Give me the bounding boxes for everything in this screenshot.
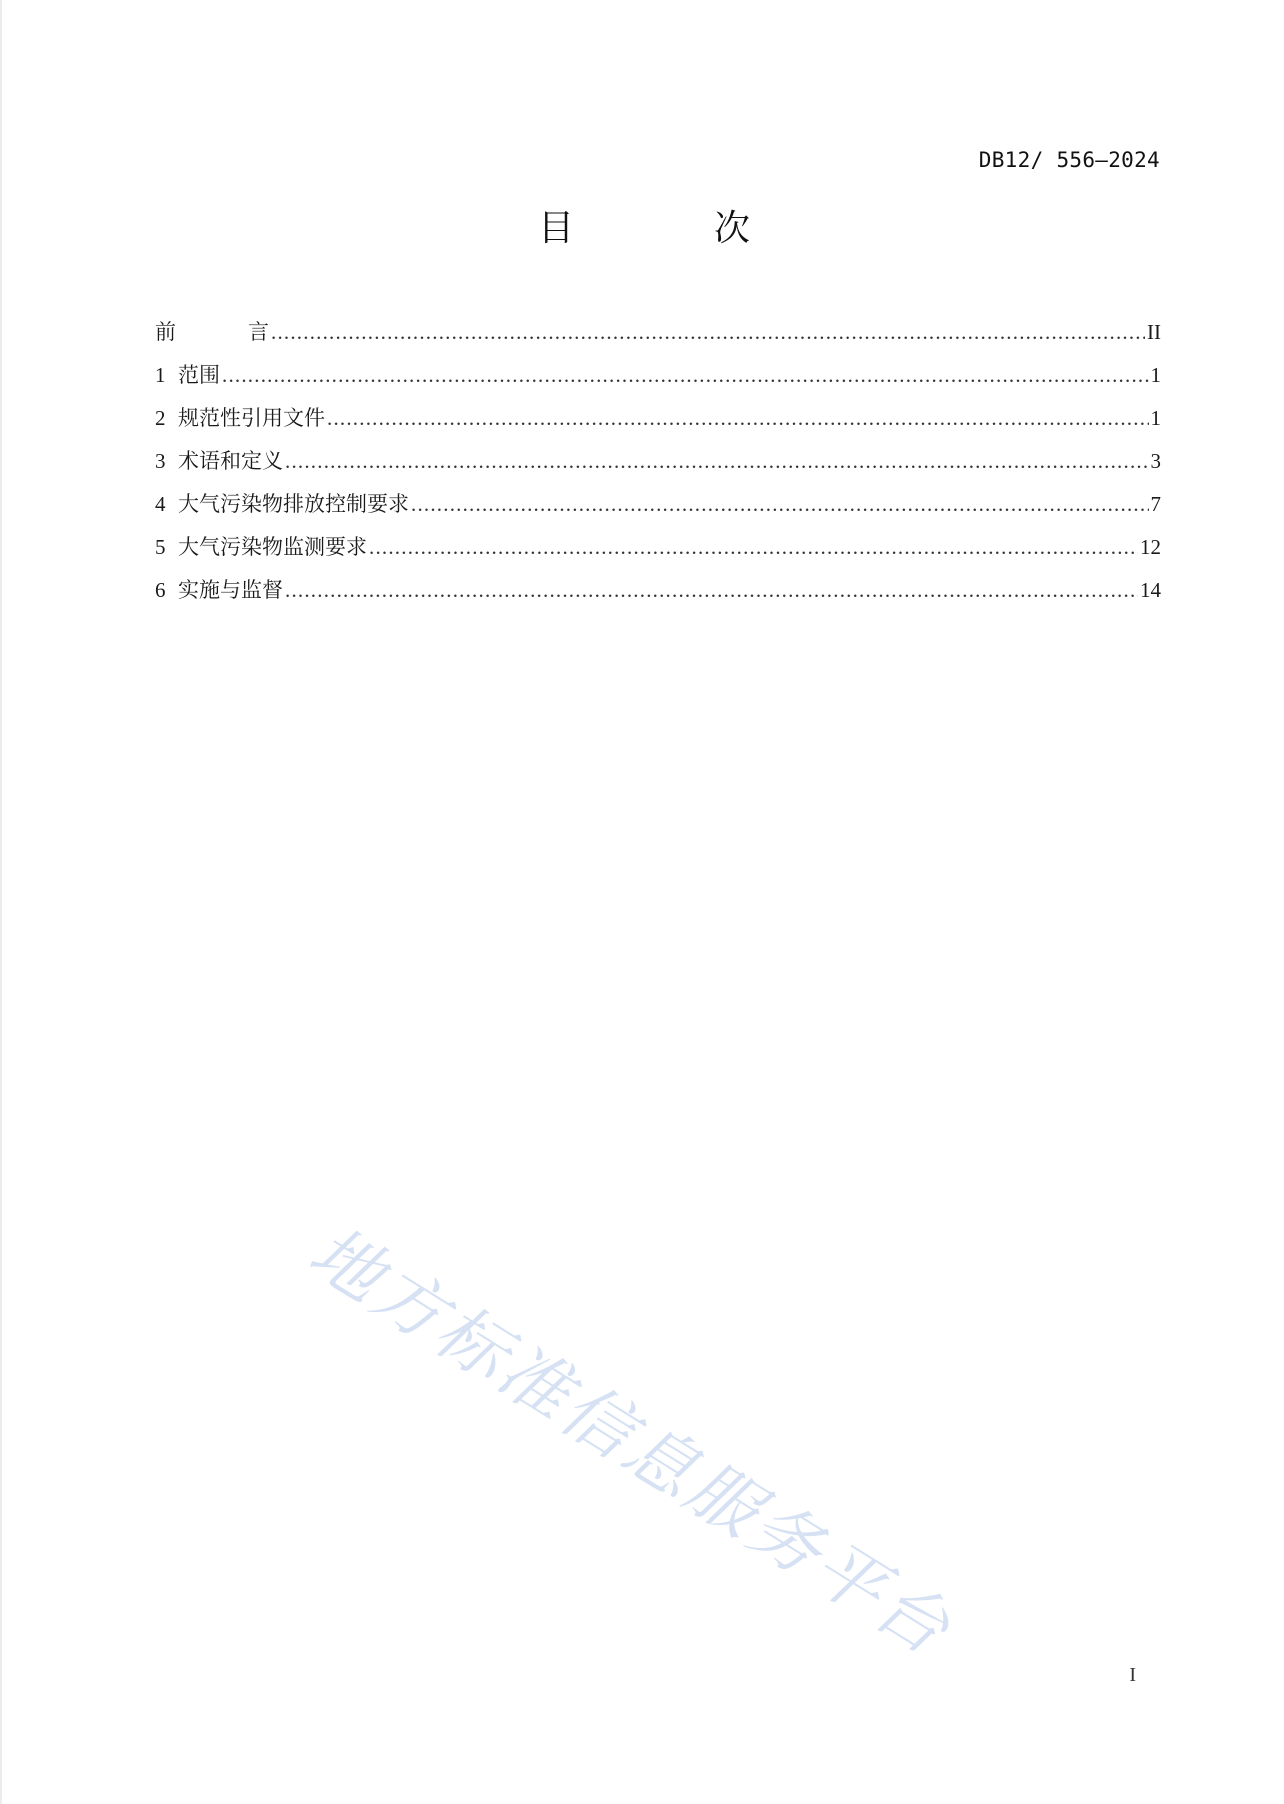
toc-list xyxy=(155,316,1161,617)
toc-entry-label-tail: 言 xyxy=(248,320,269,344)
toc-entry-page: 12 xyxy=(1140,535,1161,559)
toc-entry-page: 1 xyxy=(1150,406,1161,430)
toc-entry-label: 大气污染物排放控制要求 xyxy=(178,492,409,516)
toc-entry-page: II xyxy=(1147,320,1161,344)
toc-entry-terms-definitions[interactable] xyxy=(155,445,1161,488)
toc-entry-number: 3 xyxy=(155,449,166,473)
toc-leader-dots xyxy=(327,406,1149,431)
toc-entry-number: 1 xyxy=(155,363,166,387)
toc-entry-label: 术语和定义 xyxy=(178,449,283,473)
toc-leader-dots xyxy=(411,492,1149,517)
toc-leader-dots xyxy=(271,320,1145,345)
toc-leader-dots xyxy=(285,578,1138,603)
toc-entry-foreword[interactable] xyxy=(155,316,1161,359)
toc-title: 目 次 xyxy=(537,208,802,249)
toc-entry-page: 1 xyxy=(1150,363,1161,387)
toc-entry-number: 5 xyxy=(155,535,166,559)
toc-entry-page: 3 xyxy=(1150,449,1161,473)
toc-entry-implementation[interactable] xyxy=(155,574,1161,617)
page-number: I xyxy=(1129,1664,1136,1686)
toc-entry-scope[interactable] xyxy=(155,359,1161,402)
toc-entry-label: 实施与监督 xyxy=(178,578,283,602)
toc-entry-monitoring[interactable] xyxy=(155,531,1161,574)
toc-entry-label: 前 xyxy=(155,320,248,344)
toc-entry-page: 14 xyxy=(1140,578,1161,602)
toc-leader-dots xyxy=(222,363,1149,388)
toc-entry-normative-references[interactable] xyxy=(155,402,1161,445)
toc-entry-emission-control[interactable] xyxy=(155,488,1161,531)
toc-entry-page: 7 xyxy=(1150,492,1161,516)
toc-entry-number: 6 xyxy=(155,578,166,602)
toc-entry-label: 大气污染物监测要求 xyxy=(178,535,367,559)
document-code: DB12/ 556—2024 xyxy=(978,148,1160,172)
watermark-text: 地方标准信息服务平台 xyxy=(295,1210,967,1673)
toc-entry-number: 2 xyxy=(155,406,166,430)
toc-entry-label: 范围 xyxy=(178,363,220,387)
toc-entry-number: 4 xyxy=(155,492,166,516)
toc-leader-dots xyxy=(369,535,1138,560)
toc-leader-dots xyxy=(285,449,1149,474)
toc-entry-label: 规范性引用文件 xyxy=(178,406,325,430)
